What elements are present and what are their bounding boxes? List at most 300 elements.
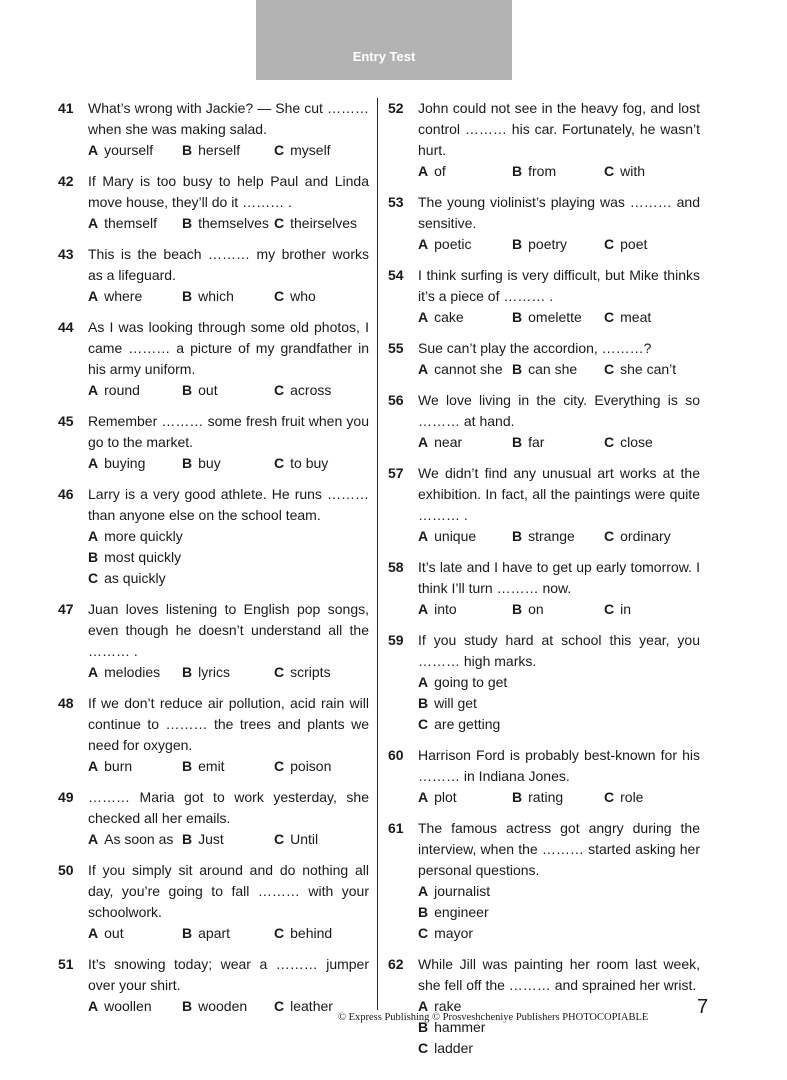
option-letter: C [604, 601, 615, 617]
option-text: mayor [434, 925, 474, 941]
option-c [418, 1038, 700, 1059]
option-c [274, 286, 316, 307]
option-text: going to get [434, 674, 508, 690]
option-letter: A [88, 288, 99, 304]
option-letter: C [274, 664, 285, 680]
option-a [418, 161, 512, 182]
question-number: 46 [58, 486, 74, 502]
option-letter: A [418, 528, 429, 544]
question-number: 57 [388, 465, 404, 481]
option-letter: C [604, 361, 615, 377]
option-letter: C [274, 998, 285, 1014]
question-stem: John could not see in the heavy fog, and lost control ……… his car. Fortunately, he wasn’t hurt. [418, 100, 700, 158]
option-letter: C [274, 455, 285, 471]
option-text: journalist [434, 883, 491, 899]
question-46 [58, 484, 369, 589]
option-b [512, 599, 604, 620]
option-text: unique [434, 528, 477, 544]
question-stem: What’s wrong with Jackie? — She cut ……… when she was making salad. [88, 100, 369, 137]
option-text: melodies [104, 664, 161, 680]
option-text: in [620, 601, 632, 617]
option-letter: C [274, 925, 285, 941]
option-text: themselves [198, 215, 269, 231]
option-b [418, 693, 568, 714]
option-b [512, 161, 604, 182]
option-text: herself [198, 142, 241, 158]
question-stem: It’s snowing today; wear a ……… jumper over your shirt. [88, 956, 369, 993]
question-number: 50 [58, 862, 74, 878]
question-body [88, 171, 369, 234]
option-letter: A [418, 789, 429, 805]
question-number: 52 [388, 100, 404, 116]
option-a [418, 787, 512, 808]
option-letter: B [182, 664, 193, 680]
header-tab [256, 0, 512, 80]
option-letter: A [418, 434, 429, 450]
question-number: 60 [388, 747, 404, 763]
option-letter: B [418, 1019, 429, 1035]
question-number: 54 [388, 267, 404, 283]
option-a [418, 526, 512, 547]
question-body [88, 693, 369, 777]
question-number: 53 [388, 194, 404, 210]
option-a [418, 307, 512, 328]
option-text: hammer [434, 1019, 486, 1035]
option-text: on [528, 601, 544, 617]
answer-options [88, 829, 369, 850]
option-letter: A [88, 142, 99, 158]
answer-options [418, 996, 700, 1059]
option-text: buying [104, 455, 146, 471]
option-b [182, 380, 274, 401]
question-50 [58, 860, 369, 944]
answer-options [418, 526, 700, 547]
option-a [88, 380, 182, 401]
option-letter: A [418, 601, 429, 617]
option-letter: B [182, 288, 193, 304]
option-text: woollen [104, 998, 152, 1014]
answer-options [418, 672, 700, 735]
question-53 [388, 192, 700, 255]
option-letter: B [418, 695, 429, 711]
question-number: 44 [58, 319, 74, 335]
option-letter: C [274, 215, 285, 231]
option-text: scripts [290, 664, 331, 680]
question-stem: Juan loves listening to English pop songs, even though he doesn’t understand all the ……… . [88, 601, 369, 659]
option-c [604, 432, 653, 453]
option-letter: A [88, 382, 99, 398]
option-letter: C [604, 528, 615, 544]
question-stem: Sue can’t play the accordion, ………? [418, 340, 652, 356]
option-text: she can’t [620, 361, 677, 377]
option-letter: B [512, 434, 523, 450]
option-text: omelette [528, 309, 582, 325]
question-61 [388, 818, 700, 944]
option-text: role [620, 789, 644, 805]
option-letter: A [88, 664, 99, 680]
question-49 [58, 787, 369, 850]
option-text: theirselves [290, 215, 358, 231]
answer-options [418, 161, 700, 182]
option-c [604, 526, 671, 547]
answer-options [88, 286, 369, 307]
question-48 [58, 693, 369, 777]
question-body [88, 317, 369, 401]
option-a [88, 140, 182, 161]
question-stem: This is the beach ……… my brother works as a lifeguard. [88, 246, 369, 283]
answer-options [88, 756, 369, 777]
question-56 [388, 390, 700, 453]
option-text: engineer [434, 904, 489, 920]
question-stem: The young violinist’s playing was ……… and sensitive. [418, 194, 700, 231]
option-text: yourself [104, 142, 154, 158]
question-number: 45 [58, 413, 74, 429]
option-text: cannot she [434, 361, 503, 377]
option-letter: B [182, 215, 193, 231]
option-letter: A [418, 236, 429, 252]
question-stem: It’s late and I have to get up early tomorrow. I think I’ll turn ……… now. [418, 559, 700, 596]
answer-options [88, 380, 369, 401]
option-text: wooden [198, 998, 248, 1014]
question-stem: Larry is a very good athlete. He runs ……… than anyone else on the school team. [88, 486, 369, 523]
answer-options [418, 432, 700, 453]
option-b [512, 432, 604, 453]
answer-options [88, 526, 369, 589]
option-text: more quickly [104, 528, 183, 544]
option-b [182, 923, 274, 944]
option-letter: A [88, 455, 99, 471]
question-body [418, 192, 700, 255]
option-text: close [620, 434, 653, 450]
option-c [274, 380, 331, 401]
question-body [88, 954, 369, 1017]
option-text: with [620, 163, 646, 179]
question-number: 55 [388, 340, 404, 356]
option-c [604, 307, 651, 328]
option-a [88, 286, 182, 307]
option-c [604, 234, 647, 255]
question-stem: If you study hard at school this year, you ……… high marks. [418, 632, 700, 669]
right-question-column [388, 98, 700, 1069]
question-number: 48 [58, 695, 74, 711]
question-52 [388, 98, 700, 182]
left-question-column [58, 98, 369, 1027]
option-text: burn [104, 758, 133, 774]
question-47 [58, 599, 369, 683]
option-text: Until [290, 831, 319, 847]
option-text: into [434, 601, 457, 617]
option-text: emit [198, 758, 225, 774]
option-a [88, 756, 182, 777]
question-body [418, 818, 700, 944]
option-text: plot [434, 789, 457, 805]
option-text: will get [434, 695, 477, 711]
option-b [418, 902, 568, 923]
question-number: 58 [388, 559, 404, 575]
question-body [418, 338, 700, 380]
question-62 [388, 954, 700, 1059]
option-text: which [198, 288, 234, 304]
option-a [88, 213, 182, 234]
option-c [274, 140, 331, 161]
question-number: 61 [388, 820, 404, 836]
question-body [418, 954, 700, 1059]
question-stem: The famous actress got angry during the interview, when the ……… started asking her personal questions. [418, 820, 700, 878]
option-a [88, 829, 182, 850]
question-number: 41 [58, 100, 74, 116]
option-c [418, 923, 700, 944]
option-text: poison [290, 758, 332, 774]
question-stem: I think surfing is very difficult, but Mike thinks it’s a piece of ……… . [418, 267, 700, 304]
option-letter: A [418, 361, 429, 377]
question-body [418, 390, 700, 453]
option-c [88, 568, 369, 589]
option-letter: A [418, 309, 429, 325]
question-body [418, 745, 700, 808]
option-text: of [434, 163, 446, 179]
option-a [418, 234, 512, 255]
option-a [418, 599, 512, 620]
question-body [88, 98, 369, 161]
question-stem: We love living in the city. Everything is so ……… at hand. [418, 392, 700, 429]
option-text: far [528, 434, 545, 450]
option-a [88, 453, 182, 474]
question-stem: ……… Maria got to work yesterday, she checked all her emails. [88, 789, 369, 826]
option-b [182, 140, 274, 161]
option-text: meat [620, 309, 652, 325]
question-number: 51 [58, 956, 74, 972]
option-b [512, 307, 604, 328]
option-c [274, 213, 357, 234]
option-letter: B [88, 549, 99, 565]
option-b [182, 213, 274, 234]
option-text: myself [290, 142, 331, 158]
option-a [88, 923, 182, 944]
option-a [88, 662, 182, 683]
option-letter: C [274, 382, 285, 398]
question-stem: If you simply sit around and do nothing all day, you’re going to fall ……… with your schoolwork. [88, 862, 369, 920]
question-54 [388, 265, 700, 328]
option-letter: B [182, 455, 193, 471]
option-c [274, 829, 318, 850]
question-number: 47 [58, 601, 74, 617]
option-c [274, 662, 331, 683]
option-text: cake [434, 309, 464, 325]
option-letter: A [418, 998, 429, 1014]
option-letter: C [88, 570, 99, 586]
question-body [88, 244, 369, 307]
option-letter: C [274, 758, 285, 774]
option-text: out [198, 382, 218, 398]
question-44 [58, 317, 369, 401]
option-b [182, 756, 274, 777]
option-letter: A [418, 163, 429, 179]
option-letter: B [512, 309, 523, 325]
option-text: where [104, 288, 143, 304]
option-text: rating [528, 789, 564, 805]
option-b [182, 996, 274, 1017]
option-text: from [528, 163, 557, 179]
option-text: strange [528, 528, 575, 544]
option-letter: B [182, 142, 193, 158]
option-c [274, 923, 332, 944]
question-51 [58, 954, 369, 1017]
option-text: out [104, 925, 124, 941]
question-body [418, 630, 700, 735]
option-a [88, 996, 182, 1017]
option-text: across [290, 382, 332, 398]
option-letter: A [418, 674, 429, 690]
answer-options [418, 787, 700, 808]
question-60 [388, 745, 700, 808]
option-text: ladder [434, 1040, 474, 1056]
question-number: 49 [58, 789, 74, 805]
answer-options [418, 359, 700, 380]
option-letter: B [512, 163, 523, 179]
option-letter: C [418, 1040, 429, 1056]
question-55 [388, 338, 700, 380]
question-body [418, 98, 700, 182]
answer-options [88, 140, 369, 161]
option-text: near [434, 434, 463, 450]
option-letter: B [182, 925, 193, 941]
option-c [274, 996, 333, 1017]
question-body [88, 411, 369, 474]
option-letter: B [512, 601, 523, 617]
option-text: poetry [528, 236, 568, 252]
option-letter: C [604, 789, 615, 805]
option-a [88, 526, 230, 547]
option-letter: C [274, 142, 285, 158]
option-b [182, 662, 274, 683]
option-b [512, 526, 604, 547]
option-c [604, 599, 631, 620]
option-letter: B [182, 382, 193, 398]
option-a [418, 432, 512, 453]
answer-options [88, 453, 369, 474]
question-number: 56 [388, 392, 404, 408]
option-text: ordinary [620, 528, 671, 544]
question-number: 43 [58, 246, 74, 262]
footer-copyright: © Express Publishing © Prosveshcheniye Publishers PHOTOCOPIABLE [338, 1012, 649, 1023]
answer-options [418, 599, 700, 620]
option-letter: A [88, 528, 99, 544]
question-body [88, 599, 369, 683]
question-42 [58, 171, 369, 234]
option-letter: C [418, 925, 429, 941]
option-letter: A [88, 925, 99, 941]
option-text: lyrics [198, 664, 231, 680]
question-body [88, 787, 369, 850]
option-a [418, 881, 560, 902]
option-letter: B [182, 758, 193, 774]
question-41 [58, 98, 369, 161]
option-letter: A [88, 758, 99, 774]
question-43 [58, 244, 369, 307]
question-number: 42 [58, 173, 74, 189]
answer-options [418, 234, 700, 255]
question-stem: We didn’t find any unusual art works at the exhibition. In fact, all the paintings were quite ……… . [418, 465, 700, 523]
option-letter: C [274, 288, 285, 304]
option-letter: C [274, 831, 285, 847]
option-text: leather [290, 998, 333, 1014]
option-text: poetic [434, 236, 472, 252]
option-text: can she [528, 361, 578, 377]
option-text: apart [198, 925, 231, 941]
option-a [418, 672, 560, 693]
answer-options [418, 307, 700, 328]
option-letter: A [88, 998, 99, 1014]
question-stem: While Jill was painting her room last week, she fell off the ……… and sprained her wrist. [418, 956, 700, 993]
option-a [418, 359, 512, 380]
option-b [182, 286, 274, 307]
option-b [182, 453, 274, 474]
option-c [604, 161, 645, 182]
answer-options [418, 881, 700, 944]
option-letter: B [182, 831, 193, 847]
answer-options [88, 213, 369, 234]
question-body [418, 265, 700, 328]
question-number: 62 [388, 956, 404, 972]
option-c [604, 787, 643, 808]
question-body [88, 860, 369, 944]
question-stem: Remember ……… some fresh fruit when you go to the market. [88, 413, 369, 450]
answer-options [88, 923, 369, 944]
question-45 [58, 411, 369, 474]
option-letter: A [88, 831, 99, 847]
option-text: rake [434, 998, 462, 1014]
option-b [88, 547, 238, 568]
option-c [604, 359, 676, 380]
question-body [418, 557, 700, 620]
option-letter: B [512, 528, 523, 544]
question-stem: As I was looking through some old photos, I came ……… a picture of my grandfather in his army uniform. [88, 319, 369, 377]
question-body [88, 484, 369, 589]
question-stem: If Mary is too busy to help Paul and Linda move house, they’ll do it ……… . [88, 173, 369, 210]
page-title: Entry Test [352, 49, 416, 64]
option-letter: C [604, 163, 615, 179]
option-c [418, 714, 700, 735]
option-b [512, 359, 604, 380]
question-body [418, 463, 700, 547]
question-57 [388, 463, 700, 547]
page-number: 7 [697, 996, 709, 1018]
question-stem: If we don’t reduce air pollution, acid rain will continue to ……… the trees and plants we need for oxygen. [88, 695, 369, 753]
option-text: are getting [434, 716, 501, 732]
option-text: to buy [290, 455, 329, 471]
answer-options [88, 662, 369, 683]
option-text: most quickly [104, 549, 182, 565]
option-text: who [290, 288, 316, 304]
option-b [512, 787, 604, 808]
option-letter: B [418, 904, 429, 920]
option-letter: B [512, 236, 523, 252]
option-c [274, 756, 331, 777]
option-letter: C [604, 236, 615, 252]
option-letter: A [418, 883, 429, 899]
option-letter: B [512, 789, 523, 805]
option-text: poet [620, 236, 648, 252]
option-text: themself [104, 215, 158, 231]
column-divider [377, 98, 378, 1010]
option-text: Just [198, 831, 224, 847]
option-letter: B [512, 361, 523, 377]
question-59 [388, 630, 700, 735]
question-number: 59 [388, 632, 404, 648]
option-b [182, 829, 274, 850]
answer-options [88, 996, 369, 1017]
question-stem: Harrison Ford is probably best-known for his ……… in Indiana Jones. [418, 747, 700, 784]
